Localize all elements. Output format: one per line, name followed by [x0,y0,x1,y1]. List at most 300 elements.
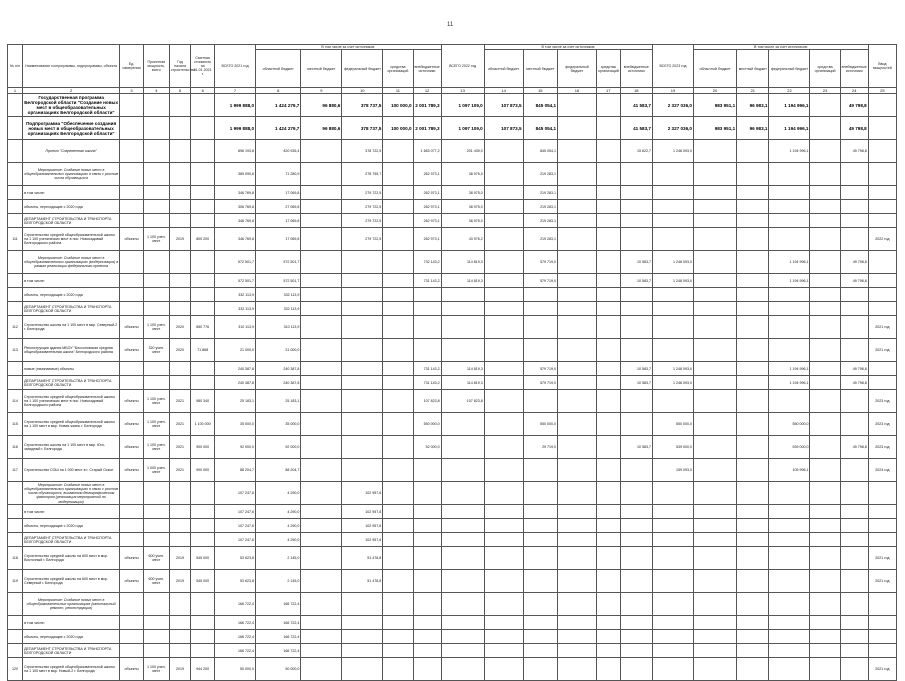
row-value: 731 143,2 [413,362,441,376]
row-value: 279 722,5 [342,200,383,214]
sources-2022: В том числе за счет источников: [484,45,652,50]
table-row [8,593,897,616]
row-value [620,482,652,505]
row-value: 1 097 109,0 [441,117,484,140]
row-name: в том числе: [23,186,120,200]
row-value [693,505,736,519]
row-value [653,214,694,228]
column-index-cell: 14 [484,88,523,94]
row-value [523,390,558,413]
row-value: 572 501,7 [256,274,301,288]
row-value: 25 183,1 [256,390,301,413]
row-value [737,658,769,681]
row-value [810,505,840,519]
row-value [769,186,810,200]
row-value [737,339,769,362]
row-cost [191,630,215,644]
row-value [810,547,840,570]
row-value [769,302,810,316]
sub-header: средства организаций [810,50,840,88]
sub-header: местный бюджет [301,50,342,88]
row-value [693,376,736,390]
row-value [383,316,413,339]
row-value [810,251,840,274]
column-index-cell: 25 [868,88,896,94]
row-c25 [868,274,896,288]
row-value [737,163,769,186]
row-value [484,547,523,570]
row-start: 2021 [169,413,191,436]
row-value: 105 996,1 [769,459,810,482]
row-value [413,459,441,482]
row-value [810,140,840,163]
row-value: 4 290,0 [256,505,301,519]
row-unit [120,117,144,140]
row-name: в том числе: [23,616,120,630]
row-value: 731 143,2 [413,376,441,390]
row-value: 166 722,4 [215,630,256,644]
row-value [383,593,413,616]
row-n [8,593,23,616]
row-value [596,274,620,288]
row-value: 1 999 888,0 [215,94,256,117]
row-value [840,163,868,186]
row-value [558,274,597,288]
row-value: 53 623,8 [215,547,256,570]
row-value [810,228,840,251]
row-value [653,302,694,316]
row-value [596,593,620,616]
row-unit [120,251,144,274]
row-value [693,436,736,459]
row-cost [191,519,215,533]
row-value [383,482,413,505]
row-start [169,644,191,658]
row-value: 92 000,0 [256,436,301,459]
row-value [769,570,810,593]
row-value [342,376,383,390]
row-value: 1 194 996,1 [769,251,810,274]
row-value: 35 000,0 [256,413,301,436]
table-body [8,94,897,681]
row-value [693,316,736,339]
row-value [523,339,558,362]
row-value [383,630,413,644]
row-c25 [868,482,896,505]
row-name: Строительство школы на 1 100 мест в мкр. Северный-2 г. Белгорода [23,316,120,339]
row-value: 201 439,0 [441,140,484,163]
row-value: 38 975,0 [441,186,484,200]
row-value: 38 975,0 [441,163,484,186]
row-value [413,593,441,616]
sub-header: областной бюджет [256,50,301,88]
row-value: 88 204,7 [215,459,256,482]
row-value: 4 290,0 [256,533,301,547]
row-power: 1 000 учен. мест [143,459,169,482]
row-name: ДЕПАРТАМЕНТ СТРОИТЕЛЬСТВА И ТРАНСПОРТА БЕЛГОРОДСКОЙ ОБЛАСТИ [23,533,120,547]
row-value [558,390,597,413]
sub-header: внебюджетные источники [620,50,652,88]
row-value [342,459,383,482]
row-name: Строительство средней школы на 600 мест в мкр. Восточный г. Белгорода [23,547,120,570]
row-value [596,117,620,140]
row-name: Проект "Современная школа" [23,140,120,163]
row-value [301,533,342,547]
col-total-2022: ВСЕГО 2022 год [441,45,484,88]
row-cost: 980 340 [191,390,215,413]
col-n: № п/п [8,45,23,88]
row-value [810,459,840,482]
row-unit: объекты [120,339,144,362]
row-value: 51 478,8 [342,547,383,570]
row-n [8,376,23,390]
table-row [8,117,897,140]
row-value: 41 583,7 [620,94,652,117]
row-value: 49 798,8 [840,274,868,288]
row-value: 240 387,8 [215,376,256,390]
row-value [596,140,620,163]
row-value [441,413,484,436]
table-row [8,630,897,644]
row-value [769,519,810,533]
row-value [596,228,620,251]
row-unit [120,630,144,644]
row-value [413,547,441,570]
table-row [8,459,897,482]
row-value [441,519,484,533]
row-value [810,519,840,533]
row-value [737,644,769,658]
row-n [8,519,23,533]
row-value: 102 957,6 [342,519,383,533]
row-power [143,519,169,533]
row-value [558,593,597,616]
row-value [840,200,868,214]
row-cost: 900 000 [191,436,215,459]
row-power: 1 100 учен. мест [143,390,169,413]
row-name: новые (начинаемые) объекты [23,362,120,376]
row-start [169,482,191,505]
row-n: 117 [8,459,23,482]
row-value: 166 722,4 [256,630,301,644]
row-value [769,228,810,251]
row-value [840,482,868,505]
row-value [301,644,342,658]
row-value: 4 290,0 [256,482,301,505]
row-value [596,186,620,200]
row-c25 [868,593,896,616]
row-cost [191,593,215,616]
row-value: 579 719,0 [523,274,558,288]
row-value: 107 247,6 [215,533,256,547]
row-value [484,186,523,200]
row-name: Мероприятие: Создание новых мест в общеобразовательных организациях в связи с ростом числа обучающихся [23,163,120,186]
row-power [143,533,169,547]
row-value: 572 501,7 [215,274,256,288]
row-n: 120 [8,658,23,681]
row-value [413,302,441,316]
row-value [810,658,840,681]
row-value [484,533,523,547]
row-value [620,593,652,616]
row-value [383,436,413,459]
row-value [441,593,484,616]
row-value: 107 873,5 [484,117,523,140]
row-unit [120,140,144,163]
row-value [737,593,769,616]
row-value [620,570,652,593]
row-n [8,288,23,302]
row-value [693,644,736,658]
row-value [558,644,597,658]
row-power [143,630,169,644]
row-value [342,658,383,681]
row-cost: 1 100 000 [191,413,215,436]
row-value [301,214,342,228]
row-power: 600 учен. мест [143,547,169,570]
row-value: 1 194 996,1 [769,274,810,288]
row-unit: объекты [120,390,144,413]
row-value [620,339,652,362]
row-value [342,390,383,413]
row-value: 159 093,0 [653,459,694,482]
row-value: 114 819,3 [441,251,484,274]
row-value: 49 798,8 [840,362,868,376]
row-value: 107 247,6 [215,505,256,519]
row-value: 845 054,1 [523,117,558,140]
row-value: 10 583,7 [620,362,652,376]
row-name: объекты, переходящие с 2020 года [23,200,120,214]
row-value [342,593,383,616]
row-value [558,436,597,459]
row-n [8,274,23,288]
row-value [413,630,441,644]
row-value: 21 000,0 [256,339,301,362]
row-value [558,630,597,644]
row-unit [120,644,144,658]
row-value [441,533,484,547]
row-value: 262 973,1 [413,228,441,251]
column-index-cell: 22 [769,88,810,94]
table-row [8,140,897,163]
row-name: Мероприятие: Создание новых мест в общеобразовательных организациях (капитальный ремонт, реконструкция) [23,593,120,616]
table-row [8,533,897,547]
row-start [169,362,191,376]
row-value [810,339,840,362]
row-start: 2021 [169,390,191,413]
row-value: 572 501,7 [215,251,256,274]
row-value [441,302,484,316]
row-value [301,436,342,459]
row-value: 310 113,9 [215,316,256,339]
row-unit [120,519,144,533]
row-value [620,658,652,681]
row-value [596,616,620,630]
row-cost [191,288,215,302]
row-name: Государственная программа Белгородской области "Создание новых мест в общеобразовательных организациях Белгородской области" [24,95,119,116]
column-index-cell: 16 [558,88,597,94]
row-value [810,616,840,630]
row-value [383,163,413,186]
row-value: 35 000,0 [215,413,256,436]
row-value [301,658,342,681]
column-index-cell: 9 [301,88,342,94]
row-value [383,214,413,228]
row-value [523,459,558,482]
row-power: 600 учен. мест [143,570,169,593]
row-value [693,630,736,644]
row-start: 2021 [169,459,191,482]
col-name: Наименование госпрограммы, подпрограммы, объекта [23,45,120,88]
row-value [840,593,868,616]
row-value [383,274,413,288]
row-value [840,570,868,593]
row-value [737,316,769,339]
row-value [523,302,558,316]
row-value [769,390,810,413]
row-unit [120,186,144,200]
row-value [596,214,620,228]
row-value: 100 000,0 [383,117,413,140]
row-value [596,570,620,593]
row-value: 49 798,8 [840,376,868,390]
row-value [840,658,868,681]
row-value: 96 880,6 [301,117,342,140]
row-value [558,376,597,390]
row-value [523,519,558,533]
row-value [558,94,597,117]
row-unit [120,616,144,630]
row-value: 550 000,0 [523,413,558,436]
row-value: 107 873,5 [484,94,523,117]
row-value [523,533,558,547]
row-value [301,288,342,302]
sources-2023: В том числе за счет источников: [693,45,868,50]
row-value: 896 193,8 [215,140,256,163]
row-value: 1 194 996,1 [769,376,810,390]
row-value [342,251,383,274]
row-power [143,274,169,288]
row-value: 332 113,9 [256,302,301,316]
row-power: 1 100 учен. мест [143,436,169,459]
row-value [620,390,652,413]
row-value [484,436,523,459]
column-index-cell: 21 [737,88,769,94]
row-value [383,616,413,630]
row-value [558,186,597,200]
row-name: в том числе: [23,274,120,288]
row-value [413,316,441,339]
table-row [8,163,897,186]
row-value [653,505,694,519]
table-row [8,658,897,681]
row-cost [191,362,215,376]
row-value: 88 204,7 [256,459,301,482]
table-row [8,228,897,251]
row-value [484,482,523,505]
row-value [769,533,810,547]
row-start [169,186,191,200]
row-value [484,390,523,413]
row-value [383,251,413,274]
row-n [8,644,23,658]
row-value [523,616,558,630]
row-value: 107 247,6 [215,519,256,533]
row-n: 112 [8,316,23,339]
row-value [693,413,736,436]
row-value [558,616,597,630]
row-unit: объекты [120,436,144,459]
row-value [693,228,736,251]
row-start [169,533,191,547]
row-c25: 2021 год [868,339,896,362]
row-value: 332 113,9 [256,288,301,302]
row-start: 2019 [169,658,191,681]
row-value: 38 975,0 [441,200,484,214]
row-value [596,459,620,482]
row-value: 1 194 996,1 [769,117,810,140]
row-value [441,482,484,505]
row-unit [120,163,144,186]
row-value [441,288,484,302]
row-value [596,482,620,505]
row-cost [191,505,215,519]
table-row [8,436,897,459]
row-value [693,482,736,505]
row-value [653,570,694,593]
row-value: 92 000,0 [215,436,256,459]
column-index-cell: 7 [215,88,256,94]
row-value [413,570,441,593]
row-power [143,186,169,200]
row-value [342,316,383,339]
row-value: 378 722,5 [342,140,383,163]
row-n [8,616,23,630]
row-unit [120,302,144,316]
row-c25 [868,214,896,228]
row-value: 539 000,0 [653,436,694,459]
row-value [653,547,694,570]
row-value [523,644,558,658]
row-value [693,140,736,163]
row-n [8,630,23,644]
row-value: 219 283,1 [523,200,558,214]
row-n: 114 [8,390,23,413]
row-value [810,302,840,316]
row-value [620,288,652,302]
row-value: 10 583,7 [620,274,652,288]
row-value [810,274,840,288]
row-value [693,390,736,413]
row-c25 [868,251,896,274]
row-value [596,644,620,658]
row-value: 983 951,1 [693,117,736,140]
col-unit: Ед. измерения [120,45,144,88]
row-c25 [868,200,896,214]
row-value: 262 973,1 [413,200,441,214]
row-value [693,214,736,228]
row-value [840,339,868,362]
row-power [143,94,169,117]
column-index-cell: 24 [840,88,868,94]
row-value [342,302,383,316]
row-value [810,630,840,644]
row-cost: 545 000 [191,547,215,570]
row-value [737,533,769,547]
row-value [441,436,484,459]
row-value: 1 999 888,0 [215,117,256,140]
row-c25 [868,288,896,302]
